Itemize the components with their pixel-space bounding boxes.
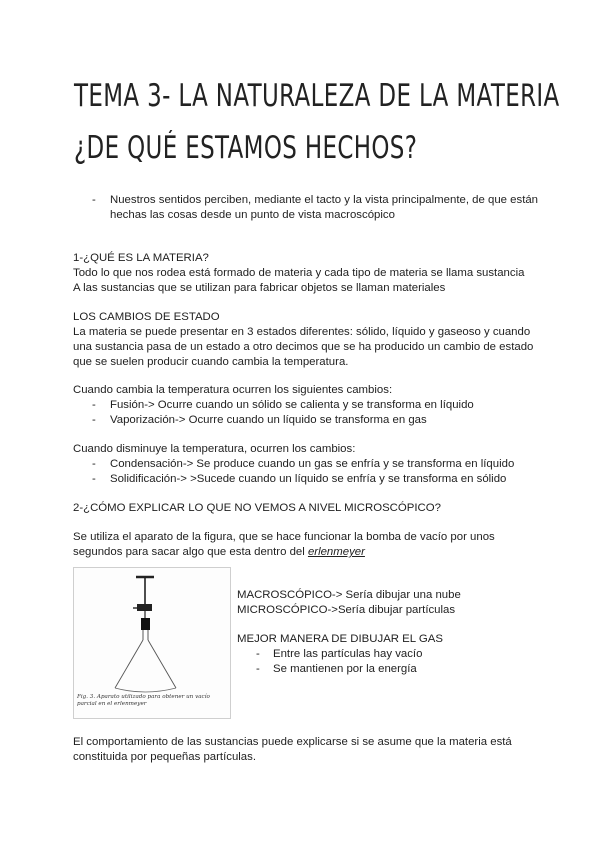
apparatus-figure	[73, 567, 231, 719]
list-item: Vaporización-> Ocurre cuando un líquido se transforma en gas	[110, 414, 427, 426]
list-item: Condensación-> Se produce cuando un gas se enfría y se transforma en líquido	[110, 458, 515, 470]
figure-caption: Fig. 3. Aparato utilizado para obtener un vacío parcial en el erlenmeyer	[77, 694, 210, 707]
section1-line-1: Todo lo que nos rodea está formado de materia y cada tipo de materia se llama sustancia	[73, 267, 525, 279]
bullet-dash: -	[92, 399, 96, 411]
bullet-dash: -	[92, 458, 96, 470]
section2-line-1: Se utiliza el aparato de la figura, que se hace funcionar la bomba de vacío por unos	[73, 531, 495, 543]
list-item: Se mantienen por la energía	[273, 663, 417, 675]
intro-line-1: Nuestros sentidos perciben, mediante el tacto y la vista principalmente, de que están	[110, 194, 539, 206]
baja-intro: Cuando disminuye la temperatura, ocurren los cambios:	[73, 443, 356, 455]
list-item: Entre las partículas hay vacío	[273, 648, 423, 660]
section2-line-2-text: segundos para sacar algo que esta dentro del	[73, 546, 308, 558]
title-line-2: ¿DE QUÉ ESTAMOS HECHOS?	[74, 130, 418, 166]
list-item: Fusión-> Ocurre cuando un sólido se calienta y se transforma en líquido	[110, 399, 474, 411]
title-line-1: TEMA 3- LA NATURALEZA DE LA MATERIA	[74, 78, 560, 114]
section2-heading: 2-¿CÓMO EXPLICAR LO QUE NO VEMOS A NIVEL MICROSCÓPICO?	[73, 502, 441, 514]
bullet-dash: -	[92, 473, 96, 485]
section1-heading: 1-¿QUÉ ES LA MATERIA?	[73, 252, 209, 264]
section1-line-2: A las sustancias que se utilizan para fabricar objetos se llaman materiales	[73, 282, 446, 294]
bullet-dash: -	[256, 663, 260, 675]
cambios-heading: LOS CAMBIOS DE ESTADO	[73, 311, 220, 323]
bullet-dash: -	[256, 648, 260, 660]
list-item: Solidificación-> >Sucede cuando un líquido se enfría y se transforma en sólido	[110, 473, 507, 485]
conclusion-line-2: constituida por pequeñas partículas.	[73, 751, 257, 763]
sube-intro: Cuando cambia la temperatura ocurren los siguientes cambios:	[73, 384, 393, 396]
macro-text: MACROSCÓPICO-> Sería dibujar una nube	[237, 589, 461, 601]
conclusion-line-1: El comportamiento de las sustancias puede explicarse si se asume que la materia está	[73, 736, 512, 748]
cambios-line-2: una sustancia pasa de un estado a otro decimos que se ha producido un cambio de estado	[73, 341, 534, 353]
cambios-line-3: que se suelen producir cuando cambia la temperatura.	[73, 356, 349, 368]
micro-text: MICROSCÓPICO->Sería dibujar partículas	[237, 604, 456, 616]
erlenmeyer-link[interactable]: erlenmeyer	[307, 546, 365, 558]
bullet-dash: -	[92, 414, 96, 426]
section2-line-2	[73, 545, 365, 560]
bullet-dash: -	[92, 194, 96, 206]
cambios-line-1: La materia se puede presentar en 3 estados diferentes: sólido, líquido y gaseoso y cuando	[73, 326, 531, 338]
gas-heading: MEJOR MANERA DE DIBUJAR EL GAS	[237, 633, 443, 645]
intro-line-2: hechas las cosas desde un punto de vista macroscópico	[110, 209, 395, 221]
